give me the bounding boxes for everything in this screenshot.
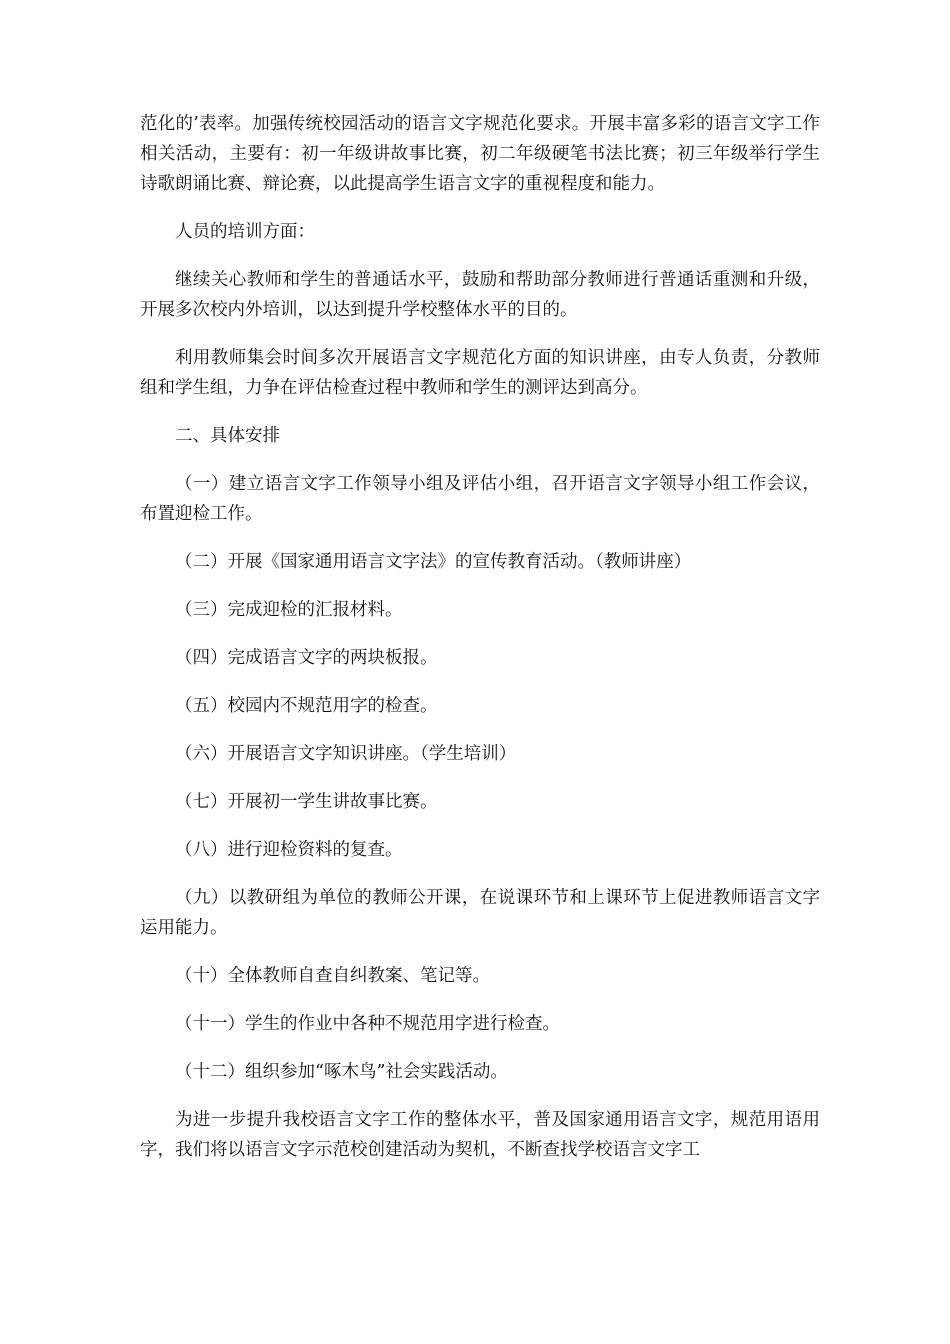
list-item-5: （五）校园内不规范用字的检查。 <box>175 696 438 716</box>
list-item-2: （二）开展《国家通用语言文字法》的宣传教育活动。（教师讲座） <box>175 552 692 572</box>
document-page <box>140 109 820 1165</box>
list-item-10: （十）全体教师自查自纠教案、笔记等。 <box>175 966 490 986</box>
list-item-9: （九）以教研组为单位的教师公开课，在说课环节和上课环节上促进教师语言文字运用能力。 <box>140 888 820 938</box>
list-item-6: （六）开展语言文字知识讲座。（学生培训） <box>175 744 517 764</box>
paragraph-conclusion: 为进一步提升我校语言文字工作的整体水平，普及国家通用语言文字，规范用语用字，我们将以语言文字示范校创建活动为契机，不断查找学校语言文字工 <box>140 1110 820 1160</box>
paragraph-lectures: 利用教师集会时间多次开展语言文字规范化方面的知识讲座，由专人负责，分教师组和学生组，力争在评估检查过程中教师和学生的测评达到高分。 <box>140 348 820 398</box>
paragraph-training-heading: 人员的培训方面： <box>175 222 315 242</box>
paragraph-activities: 范化的’表率。加强传统校园活动的语言文字规范化要求。开展丰富多彩的语言文字工作相关活动，主要有：初一年级讲故事比赛，初二年级硬笔书法比赛；初三年级举行学生诗歌朗诵比赛、辩论赛，以此提高学生语言文字的重视程度和能力。 <box>140 114 820 194</box>
list-item-3: （三）完成迎检的汇报材料。 <box>175 600 403 620</box>
list-item-8: （八）进行迎检资料的复查。 <box>175 840 403 860</box>
paragraph-putonghua: 继续关心教师和学生的普通话水平，鼓励和帮助部分教师进行普通话重测和升级，开展多次校内外培训，以达到提升学校整体水平的目的。 <box>140 270 820 320</box>
section-heading-arrangements: 二、具体安排 <box>175 426 280 446</box>
list-item-4: （四）完成语言文字的两块板报。 <box>175 648 438 668</box>
list-item-7: （七）开展初一学生讲故事比赛。 <box>175 792 438 812</box>
list-item-11: （十一）学生的作业中各种不规范用字进行检查。 <box>175 1014 560 1034</box>
list-item-12: （十二）组织参加“啄木鸟”社会实践活动。 <box>175 1062 508 1082</box>
list-item-1: （一）建立语言文字工作领导小组及评估小组，召开语言文字领导小组工作会议，布置迎检工作。 <box>140 474 820 524</box>
